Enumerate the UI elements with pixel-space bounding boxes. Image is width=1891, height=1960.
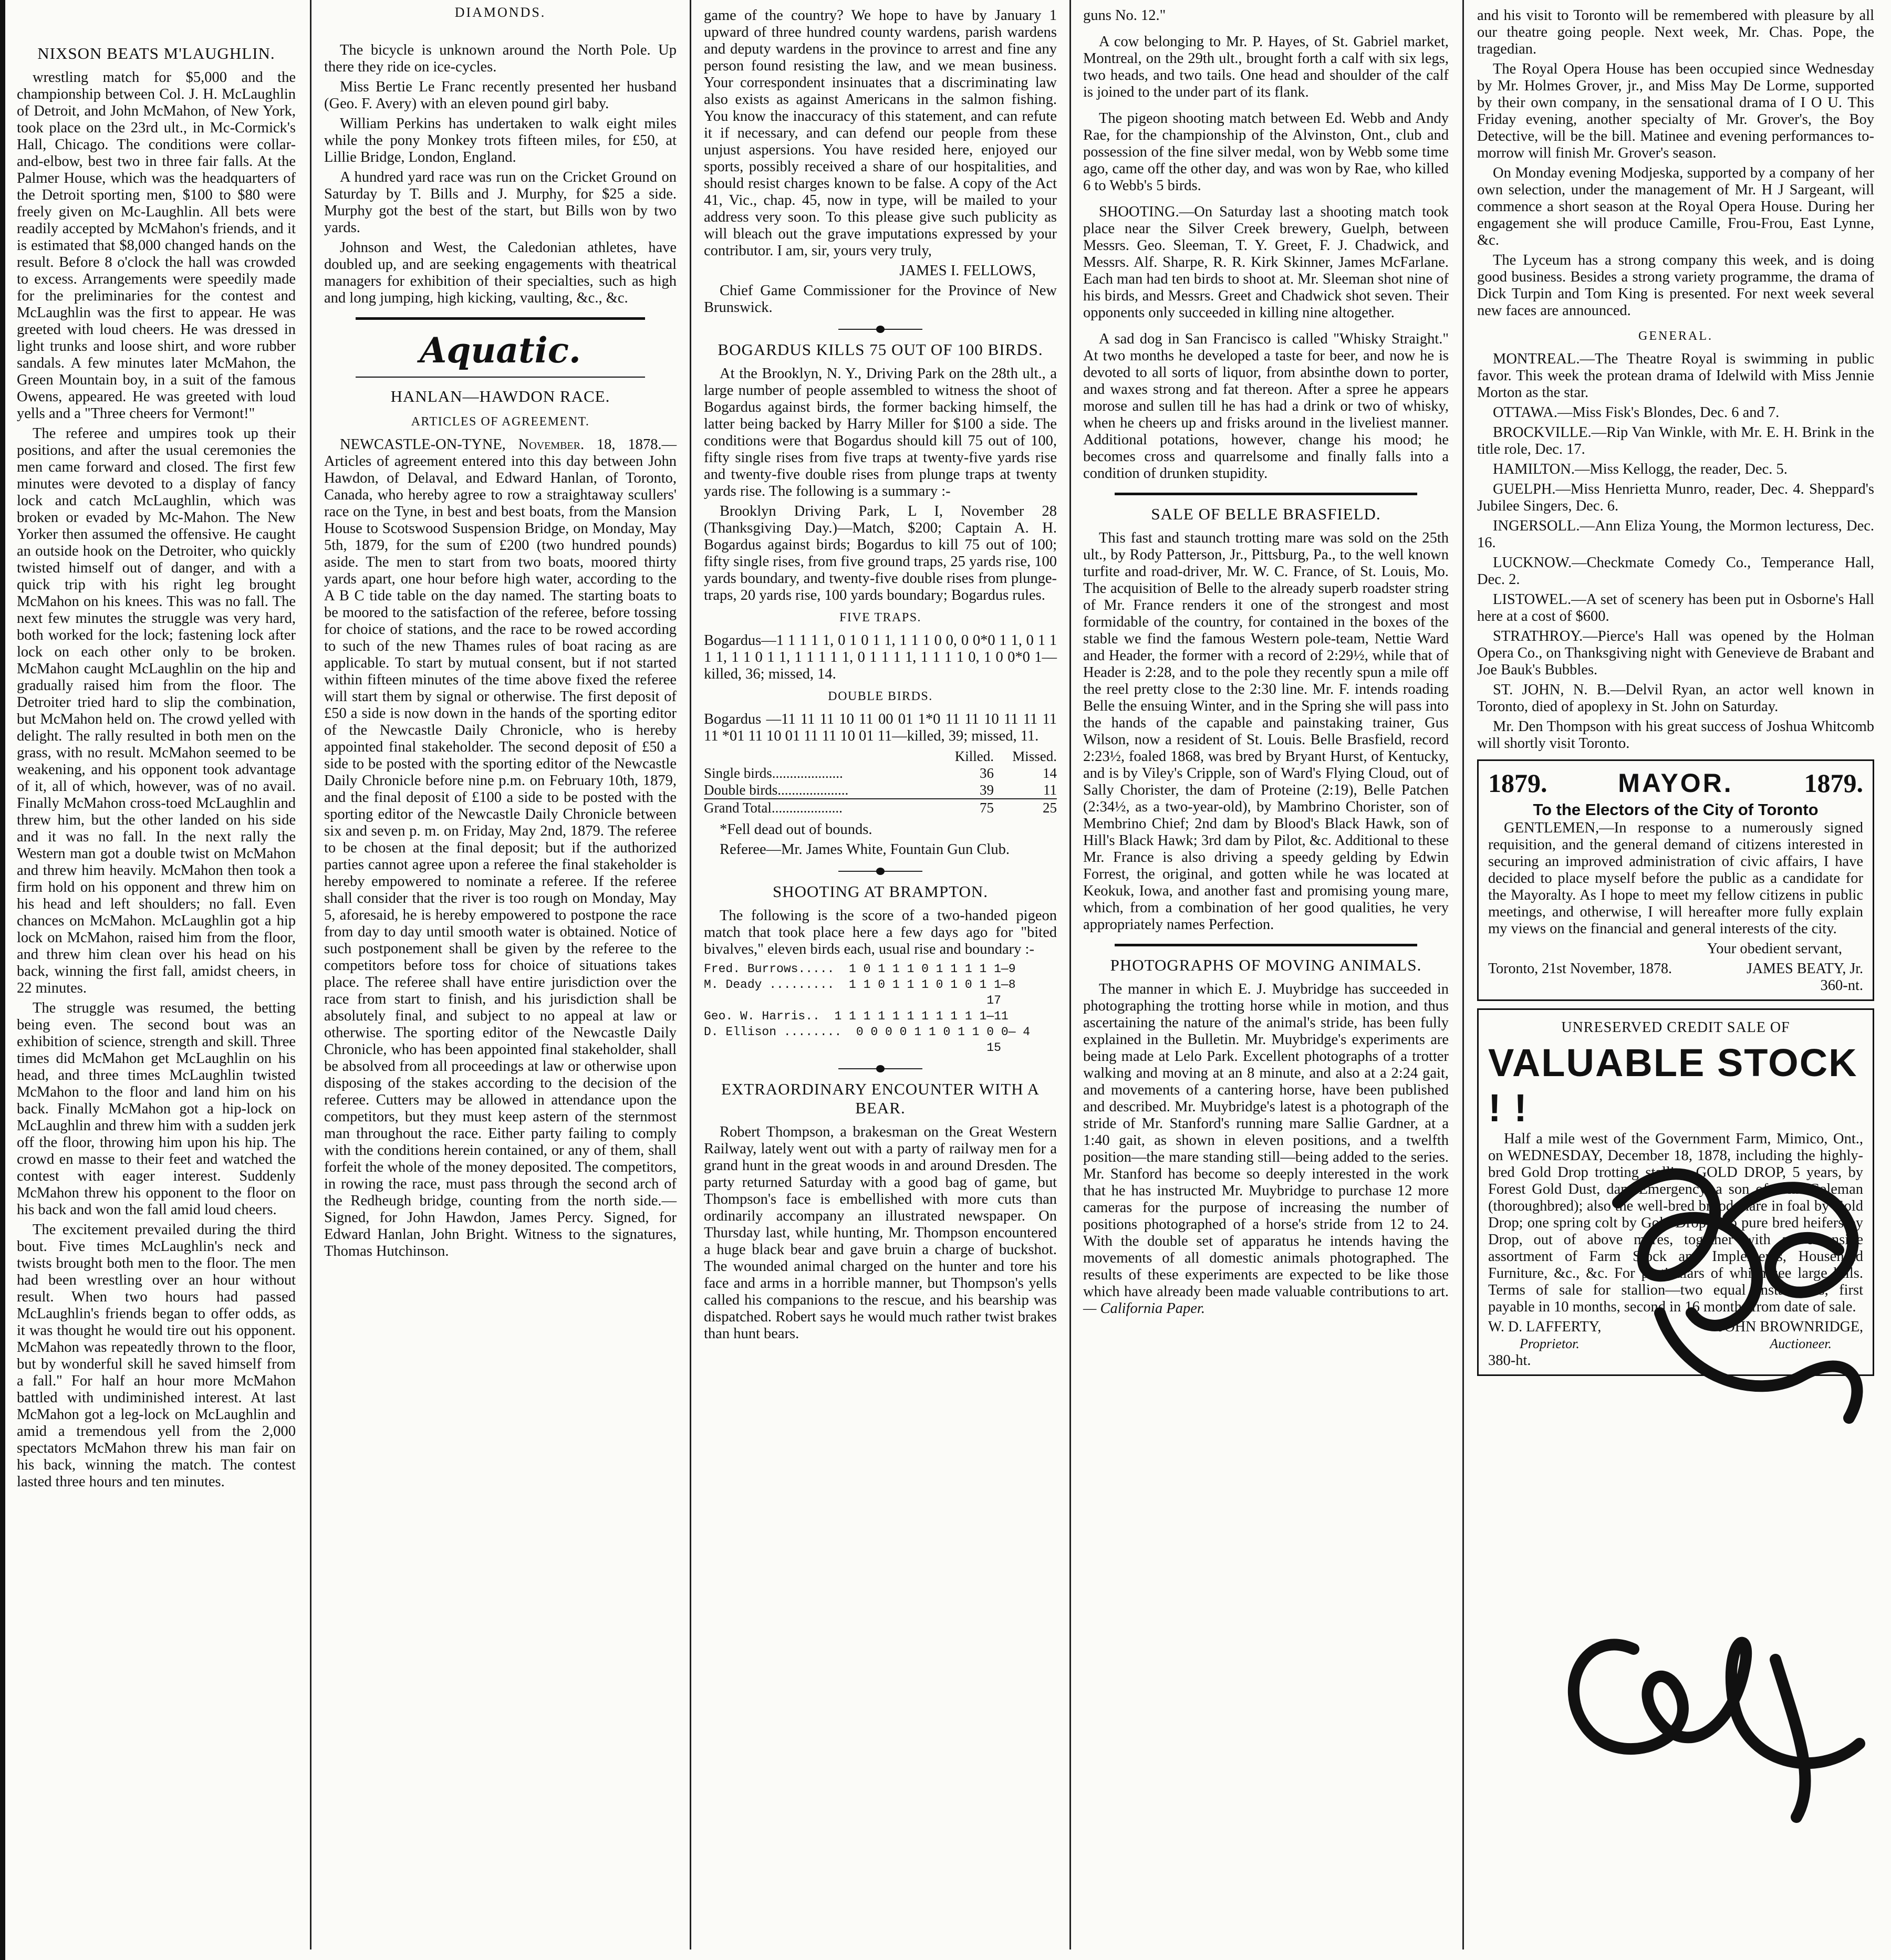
column-rule (1462, 0, 1464, 1949)
table-cell: 11 (1043, 782, 1057, 798)
ad-code: 380-ht. (1488, 1352, 1531, 1369)
column-rule (1069, 0, 1071, 1949)
ad-header (1488, 766, 1863, 800)
score-line: D. Ellison ........ 0 0 0 0 1 1 0 1 1 0 0— 4 (704, 1025, 1031, 1039)
column-theatre (1466, 7, 1886, 1951)
brief-paragraph: Miss Bertie Le Franc recently presented her husband (Geo. F. Avery) with an eleven pound girl baby. (324, 79, 677, 112)
letter-signer-title: Chief Game Commissioner for the Province of New Brunswick. (704, 283, 1057, 316)
article-source: — California Paper. (1083, 1300, 1205, 1317)
table-cell: 25 (994, 799, 1057, 816)
column-aquatic (313, 7, 688, 1951)
section-rule (356, 377, 645, 378)
score-line: M. Deady ......... 1 1 0 1 1 1 0 1 0 1 1—8 (704, 978, 1016, 992)
section-title: Aquatic. (420, 330, 581, 371)
article-divider (1115, 493, 1417, 495)
table-header-row (704, 748, 1057, 765)
article-paragraph: A sad dog in San Francisco is called "Whisky Straight." At two months he developed a taste for beer, and now he is devoted to all sorts of liquor, from absinthe down to porter, and waxes strong and fat thereon. After a spree he appears morose and sullen till he has had a drink or two of whisky, when he cheers up and frisks around in the liveliest manner. Additional potations, however, change his mood; he becomes cross and quarrelsome and finally falls into a condition of drunken stupidity. (1083, 331, 1449, 482)
table-cell (704, 748, 931, 765)
footnote: *Fell dead out of bounds. (720, 821, 872, 838)
article-paragraph: guns No. 12." (1083, 7, 1166, 24)
section-rule (356, 317, 645, 320)
ad-body: GENTLEMEN,—In response to a numerously signed requisition, and the general demand of citizens interested in securing an improved administration of civic affairs, I have decided to place myself before the public as a candidate for the Mayoralty. As I hope to meet my fellow citizens in public meetings, and otherwise, I will hereafter more fully explain my views on the financial and general interests of the city. (1488, 820, 1863, 937)
article-paragraph: This fast and staunch trotting mare was sold on the 25th ult., by Rody Patterson, Jr., Pittsburg, Pa., to the well known turfite and road-driver, Mr. W. C. France, of St. Louis, Mo. The acquisition of Belle to the already superb roadster string of Mr. France renders it one of the strongest and most formidable of the country, for contained in the boxes of the stable we find the famous Western pole-team, Nettie Ward and Header, the former with a record of 2:29½, while that of Header is 2:28, and to the pole they recently spun a mile off the reel pretty close to the 2:30 line. Mr. F. intends roading Belle the ensuing Winter, and in the Spring she will pass into the hands of the capable and painstaking trainer, Gus Wilson, now a resident of St. Louis. Belle Brasfield, record 2:23½, foaled 1868, was bred by Bryant Hurst, of Kentucky, and is by Viley's Cripple, son of Ward's Flying Cloud, out of Sally Chorister, the dam of Proteine (2:19), Belle Patchen (2:34½, as a two-year-old), by Mambrino Chorister, son of Membrino Chief; 2nd dam by Blood's Black Hawk, son of Hill's Black Hawk; 3rd dam by Pilot, &c. Additional to these Mr. France is also driving a speedy gelding by Edwin Forrest, the original, and gotten while he was located at Keokuk, Iowa, and another fast and promising young mare, which, from a combination of her good qualities, he very appropriately names Perfection. (1083, 530, 1449, 933)
score-line: Bogardus—1 1 1 1 1, 0 1 0 1 1, 1 1 1 0 0, 0 0*0 1 1, 0 1 1 1 1, 1 1 0 1 1, 1 1 1 1 1, 0 1 1 1 1, 1 1 1 1 0, 1 0 0*0 1—killed, 36; missed, 14. (704, 632, 1057, 682)
ad-proprietor-label: Proprietor. (1520, 1336, 1580, 1351)
news-item: ST. JOHN, N. B.—Delvil Ryan, an actor well known in Toronto, died of apoplexy in St. John on Saturday. (1477, 682, 1874, 715)
score-label: FIVE TRAPS. (839, 611, 922, 624)
brief-paragraph: A hundred yard race was run on the Cricket Ground on Saturday by T. Bills and J. Murphy, for $25 a side. Murphy got the best of the start, but Bills won by two yards. (324, 169, 677, 236)
ad-auctioneer-label: Auctioneer. (1770, 1336, 1832, 1351)
ad-year: 1879. (1804, 768, 1863, 798)
ad-year: 1879. (1488, 768, 1547, 798)
article-heading: SALE OF BELLE BRASFIELD. (1151, 505, 1381, 523)
table-row (704, 781, 1057, 799)
score-table (704, 748, 1057, 816)
table-cell: 14 (1043, 765, 1057, 781)
table-cell: Missed. (1012, 748, 1057, 764)
article-divider (838, 1067, 922, 1070)
ad-auctioneer: JOHN BROWNRIDGE, (1718, 1319, 1863, 1335)
article-paragraph: —Articles of agreement entered into this day between John Hawdon, of Delaval, and Edward Hanlan, of Toronto, Canada, who hereby agree to row a straightaway scullers' race on the Tyne, in best and best boats, from the Mansion House to Scotswood Suspension Bridge, on Monday, May 5th, 1879, for the sum of £200 (two hundred pounds) aside. The men to start from two boats, moored thirty yards apart, one hour before high water, according to the A B C tide table on the day named. The starting boats to be moored to the satisfaction of the referee, before tossing for choice of stations, and the race to be rowed according to such of the new Thames rules of boat racing as are applicable. To start by mutual consent, but if not started within fifteen minutes of the time above fixed the referee will start them by signal or otherwise. The first deposit of £50 a side is now down in the hands of the sporting editor of the Newcastle Daily Chronicle, who is hereby appointed final stakeholder. The second deposit of £50 a side to be posted with the sporting editor of the Newcastle Daily Chronicle before nine p.m. on February 10th, 1879, and the final deposit of £100 a side to be posted with the sporting editor of the Newcastle Daily Chronicle between six and seven p. m. on Friday, May 2nd, 1879. The referee to be chosen at the final deposit; but if the authorized parties cannot agree upon a referee the final stakeholder is hereby empowered to nominate a referee. If the referee shall consider that the river is too rough on Monday, May 5, aforesaid, he is hereby empowered to postpone the race from day to day until smooth water is obtained. Notice of such postponement shall be given by the referee to the competitors before toss for choice of situations takes place. The referee shall have entire jurisdiction over the race from start to finish, and his jurisdiction shall be absolutely final, and subject to no appeal at law or otherwise. The sporting editor of the Newcastle Daily Chronicle, who has been appointed final stakeholder, shall be absolved from all proceedings at law or otherwise upon disposing of the stakes according to the decision of the referee. Cutters may be allowed in attendance upon the competitors, but they must keep astern of the sternmost man throughout the race. Either party failing to comply with the conditions herein contained, or any of them, shall forfeit the whole of the money deposited. The competitors, in rowing the race, must pass through the second arch of the Redheugh bridge, counting from the north side.—Signed, for John Hawdon, James Percy. Signed, for Edward Hanlan, John Bright. Witness to the signatures, Thomas Hutchinson. (324, 436, 677, 1259)
article-divider (838, 870, 922, 873)
article-paragraph: Robert Thompson, a brakesman on the Great Western Railway, lately went out with a party of railway men for a grand hunt in the great woods in and around Dresden. The party returned Saturday with a good bag of game, but Thompson's face is embellished with more cuts than ordinarily accompany an illustrated newspaper. On Thursday last, while hunting, Mr. Thompson encountered a huge black bear and gave bruin a charge of buckshot. The wounded animal charged on the hunter and tore his face and arms in a horrible manner, but Thompson's yells called his companions to the rescue, and his bearship was dispatched. Robert says he would much rather twist brakes than hunt bears. (704, 1124, 1057, 1342)
ad-body: Half a mile west of the Government Farm, Mimico, Ont., on WEDNESDAY, December 18, 1878, including the highly-bred Gold Drop trotting stallion GOLD DROP, 5 years, by Forest Gold Dust, dam Emergency, a son of John Coleman (thoroughbred); also the well-bred brood mare in foal by Gold Drop; one spring colt by Gold Drop; two pure bred heifers by Drop, out of above mares, together with an extensive assortment of Farm Stock and Implements, Household Furniture, &c., &c. For particulars of which see large bills. Terms of sale for stallion—two equal instalments, first payable in 10 months, second in 16 months from date of sale. (1488, 1131, 1863, 1315)
ad-signer: JAMES BEATY, Jr. (1747, 961, 1863, 977)
article-paragraph: The referee and umpires took up their positions, and after the usual ceremonies the men came forward and closed. The first few minutes were devoted to a display of fancy lock and catch McLaughlin, which was broken or evaded by Mc-Mahon. The New Yorker then assumed the offensive. He caught an outside hook on the Detroiter, who quickly twisted himself out of danger, and with a quick trip with his right leg brought McMahon on his knees. This was no fall. The next few minutes the struggle was very hard, both worked for the lock; fastening lock after lock on each other only to be broken. McMahon caught McLaughlin on the hip and gradually raised him from the floor. The Detroiter tried hard to slip the combination, but McMahon held on. The crowd yelled with delight. The rally resulted in both men on the grass, with no result. McMahon seemed to be weakening, and his opponent took advantage of it, all of which, however, was of no avail. Finally McMahon cross-toed McLaughlin and threw him, but the other landed on his side and it was no fall. In the next rally the Western man got a double twist on McMahon and threw him heavily. McMahon then took a firm hold on his opponent and threw him on his head and left shoulders; no fall. Even chances on McMahon. McLaughlin got a hip lock on McMahon, raised him from the floor, and threw him clean over his head on his back, winning the first fall, amidst cheers, in 22 minutes. (17, 425, 296, 996)
article-paragraph: On Monday evening Modjeska, supported by a company of her own selection, under the management of Mr. H J Sargeant, will commence a short season at the Royal Opera House. During her engagement she will produce Camille, Frou-Frou, East Lynne, &c. (1477, 165, 1874, 248)
brief-paragraph: Johnson and West, the Caledonian athletes, have doubled up, and are seeking engagements with theatrical managers for exhibition of their specialties, such as high and long jumping, high kicking, vaulting, &c., &c. (324, 239, 677, 306)
news-item: HAMILTON.—Miss Kellogg, the reader, Dec. 5. (1493, 461, 1788, 477)
news-item: Mr. Den Thompson with his great success of Joshua Whitcomb will shortly visit Toronto. (1477, 718, 1874, 752)
article-paragraph: The following is the score of a two-handed pigeon match that took place here a few days ago for "bited bivalves," eleven birds each, usual rise and boundary :- (704, 908, 1057, 957)
ad-code: 360-nt. (1820, 977, 1863, 994)
news-item: STRATHROY.—Pierce's Hall was opened by the Holman Opera Co., on Thanksgiving night with Genevieve de Brabant and Joe Bauk's Bubbles. (1477, 628, 1874, 678)
ad-header: UNRESERVED CREDIT SALE OF (1561, 1019, 1790, 1036)
ad-address: To the Electors of the City of Toronto (1533, 800, 1819, 819)
column-rule (310, 0, 311, 1949)
column-rule (690, 0, 691, 1949)
table-cell: 39 (980, 782, 994, 798)
scan-edge-bar (0, 0, 5, 1960)
table-total-row (704, 799, 1057, 816)
letter-paragraph: game of the country? We hope to have by January 1 upward of three hundred county wardens, parish wardens and deputy wardens in the province to arrest and fine any person found resisting the law, and we mean business. Your correspondent insinuates that a discriminating law also exists as against Americans in the salmon fishing. You know the inaccuracy of this statement, and can refute it if necessary, and can defend our people from these unjust aspersions. You have resided here, enjoyed our sports, possibly received a share of our hospitalities, and should resist charges known to be false. A copy of the Act 41, Vic., chap. 45, now in type, will be mailed to your address very soon. To this please give such publicity as will bleach out the grave imputations expressed by your contributor. I am, sir, yours very truly, (704, 7, 1057, 259)
ad-date: Toronto, 21st November, 1878. (1488, 961, 1672, 977)
article-heading: PHOTOGRAPHS OF MOVING ANIMALS. (1110, 956, 1422, 974)
article-paragraph: SHOOTING.—On Saturday last a shooting match took place near the Silver Creek brewery, Guelph, between Messrs. Geo. Sleeman, T. Y. Greet, F. J. Chadwick, and Messrs. Alf. Sharpe, R. R. Kirk Skinner, James McFarlane. Each man had ten birds to shoot at. Mr. Sleeman shot nine of his birds, and Messrs. Greet and Chadwick shot seven. Their opponents only succeeded in killing nine altogether. (1083, 204, 1449, 321)
ad-title: VALUABLE STOCK ! ! (1488, 1041, 1858, 1130)
brief-paragraph: The bicycle is unknown around the North Pole. Up there they ride on ice-cycles. (324, 42, 677, 75)
article-heading: EXTRAORDINARY ENCOUNTER WITH A BEAR. (721, 1080, 1040, 1117)
table-cell: Killed. (954, 748, 994, 764)
article-subheading: ARTICLES OF AGREEMENT. (411, 415, 590, 429)
article-heading: SHOOTING AT BRAMPTON. (773, 882, 988, 901)
referee-line: Referee—Mr. James White, Fountain Gun Club. (720, 841, 1010, 858)
article-paragraph: At the Brooklyn, N. Y., Driving Park on the 28th ult., a large number of people assembled to witness the shoot of Bogardus against birds, the former backing himself, the latter being backed by Harry Miller for $100 a side. The conditions were that Bogardus should kill 75 out of 100, fifty single rises from five traps at twenty-five yards rise and twenty-five double rises from plunge traps at twenty yards rise. The following is a summary :- (704, 366, 1057, 499)
news-item: OTTAWA.—Miss Fisk's Blondes, Dec. 6 and 7. (1493, 404, 1780, 421)
score-line: Bogardus —11 11 11 10 11 00 01 1*0 11 11 10 11 11 11 11 *01 11 10 01 11 11 10 01 11—killed, 39; missed, 11. (704, 711, 1057, 744)
news-item: MONTREAL.—The Theatre Royal is swimming in public favor. This week the protean drama of Idelwild with Miss Jennie Morton as the star. (1477, 351, 1874, 401)
news-item: INGERSOLL.—Ann Eliza Young, the Mormon lecturess, Dec. 16. (1477, 518, 1874, 551)
article-heading: HANLAN—HAWDON RACE. (390, 387, 610, 405)
article-paragraph: The struggle was resumed, the betting being even. The second bout was an exhibition of science, strength and skill. Three times did McMahon get McLaughlin on his head, and three times McLaughlin twisted McMahon to the floor and land him on his back. Finally McMahon got a hip-lock on McLaughlin and threw him with a sudden jerk off the floor, throwing him upon his hip. The crowd en masse to their feet and watched the contest with eager interest. Suddenly McMahon threw his opponent to the floor on his back and won the fall amid loud cheers. (17, 1000, 296, 1218)
article-divider (1115, 944, 1417, 946)
score-label: DOUBLE BIRDS. (828, 690, 933, 703)
section-subheading: GENERAL. (1638, 329, 1713, 343)
score-line: 17 (704, 994, 1001, 1007)
article-paragraph: and his visit to Toronto will be remembered with pleasure by all our theatre going people. Next week, Mr. Chas. Pope, the tragedian. (1477, 7, 1874, 57)
table-cell: Single birds.................... (704, 765, 843, 781)
article-heading: BOGARDUS KILLS 75 OUT OF 100 BIRDS. (718, 340, 1043, 359)
article-paragraph: Brooklyn Driving Park, L I, November 28 (Thanksgiving Day.)—Match, $200; Captain A. H. Bogardus against birds; Bogardus to kill 75 out of 100; fifty single rises, from five ground traps, 25 yards rise, 100 yards boundary, and twenty-five double rises from plunge-traps, 20 yards rise, 100 yards boundary; Bogardus rules. (704, 503, 1057, 603)
news-item: BROCKVILLE.—Rip Van Winkle, with Mr. E. H. Brink in the title role, Dec. 17. (1477, 424, 1874, 457)
score-line: Fred. Burrows..... 1 0 1 1 1 0 1 1 1 1 1—9 (704, 962, 1016, 976)
column-wrestling (5, 7, 307, 1951)
mayor-advertisement (1477, 759, 1874, 1001)
ad-title: MAYOR. (1618, 768, 1733, 798)
column-shooting (692, 7, 1068, 1951)
dateline: NEWCASTLE-ON-TYNE, November. 18, 1878. (340, 436, 662, 453)
ad-closing: Your obedient servant, (1707, 941, 1842, 957)
article-paragraph: The manner in which E. J. Muybridge has succeeded in photographing the trotting horse while in motion, and thus ascertaining the nature of the animal's stride, has been fully explained in the Bulletin. Mr. Muybridge's experiments are being made at Lelo Park. Excellent photographs of a trotter walking and moving at an 8 minute, and also at a 2:24 gait, and movements of a cantering horse, have been published and described. Mr. Muybridge's latest is a photograph of the stride of Mr. Stanford's running mare Sallie Gardner, at a 1:40 gait, as shown in eleven positions, and a twelfth position—the mare standing still—being added to the series. Mr. Stanford has become so deeply interested in the work that he has instructed Mr. Muybridge to purchase 12 more cameras for the purpose of increasing the number of positions photographed of a horse's stride from 12 to 24. With the double set of apparatus he intends having the movements of all domestic animals photographed. The results of these experiments are expected to be like those which have already been made valuable contributions to art. (1083, 981, 1449, 1300)
clipped-heading: DIAMONDS. (454, 5, 546, 20)
article-paragraph: The excitement prevailed during the third bout. Five times McLaughlin's neck and twists brought both men to the floor. The men had been wrestling over an hour without result. When two hours had passed McLaughlin's friends began to offer odds, as it was thought he would tire out his opponent. McMahon was repeatedly thrown to the floor, but by wonderful skill he saved himself from a fall." For half an hour more McMahon battled with undiminished interest. At last McMahon got a leg-lock on McLaughlin and amid a tremendous yell from the 2,000 spectators McMahon threw his man fair on his back, winning the match. The contest lasted three hours and ten minutes. (17, 1222, 296, 1490)
column-miscellany (1072, 7, 1460, 1951)
article-paragraph: wrestling match for $5,000 and the championship between Col. J. H. McLaughlin of Detroit, and John McMahon, of New York, took place on the 23rd ult., in Mc-Cormick's Hall, Chicago. The conditions were collar-and-elbow, best two in three fair falls. At the Palmer House, which was the headquarters of the Detroit sporting men, $100 to $80 were freely given on Mc-Laughlin. All bets were readily accepted by McMahon's friends, and it is estimated that $8,000 changed hands on the result. Before 8 o'clock the hall was crowded to excess. Arrangements were speedily made for the preliminaries for the contest and McLaughlin was the first to appear. He was greeted with loud cheers. He was dressed in light trunks and loose shirt, and wore rubber sandals. A few minutes later McMahon, the Green Mountain boy, in a suit of the famous Owens, appeared. He was greeted with loud yells and a "Three cheers for Vermont!" (17, 69, 296, 422)
article-divider (838, 328, 922, 331)
letter-signer: JAMES I. FELLOWS, (899, 263, 1036, 279)
news-item: LUCKNOW.—Checkmate Comedy Co., Temperance Hall, Dec. 2. (1477, 555, 1874, 588)
stock-sale-advertisement (1477, 1008, 1874, 1376)
article-heading: NIXSON BEATS M'LAUGHLIN. (37, 44, 275, 62)
table-cell: Double birds.................... (704, 782, 849, 798)
article-paragraph: The Lyceum has a strong company this week, and is doing good business. Besides a strong variety programme, the drama of Dick Turpin and Tom King is presented. For next week several new faces are announced. (1477, 252, 1874, 319)
article-paragraph: The pigeon shooting match between Ed. Webb and Andy Rae, for the championship of the Alvinston, Ont., club and possession of the fine silver medal, won by Webb some time ago, came off the other day, and was won by Rae, who killed 6 to Webb's 5 birds. (1083, 110, 1449, 194)
score-line: Geo. W. Harris.. 1 1 1 1 1 1 1 1 1 1 1—11 (704, 1009, 1009, 1023)
brief-paragraph: William Perkins has undertaken to walk eight miles while the pony Monkey trots fifteen miles, for £50, at Lillie Bridge, London, England. (324, 116, 677, 165)
ad-proprietor: W. D. LAFFERTY, (1488, 1319, 1602, 1335)
news-item: LISTOWEL.—A set of scenery has been put in Osborne's Hall here at a cost of $600. (1477, 591, 1874, 624)
article-paragraph: A cow belonging to Mr. P. Hayes, of St. Gabriel market, Montreal, on the 29th ult., brought forth a calf with six legs, two heads, and two tails. One head and shoulder of the calf is joined to the under part of its flank. (1083, 34, 1449, 100)
score-line: 15 (704, 1041, 1001, 1055)
article-paragraph: The Royal Opera House has been occupied since Wednesday by Mr. Holmes Grover, jr., and Miss May De Lorme, supported by their own company, in the sensational drama of I O U. This Friday evening, another specialty of Mr. Grover's, the Boy Detective, will be the bill. Matinee and evening performances to-morrow will finish Mr. Grover's season. (1477, 61, 1874, 161)
news-item: GUELPH.—Miss Henrietta Munro, reader, Dec. 4. Sheppard's Jubilee Singers, Dec. 6. (1477, 481, 1874, 514)
table-cell: 36 (980, 765, 994, 781)
table-row (704, 765, 1057, 781)
table-cell: 75 (931, 799, 994, 816)
table-cell: Grand Total.................... (704, 799, 931, 816)
